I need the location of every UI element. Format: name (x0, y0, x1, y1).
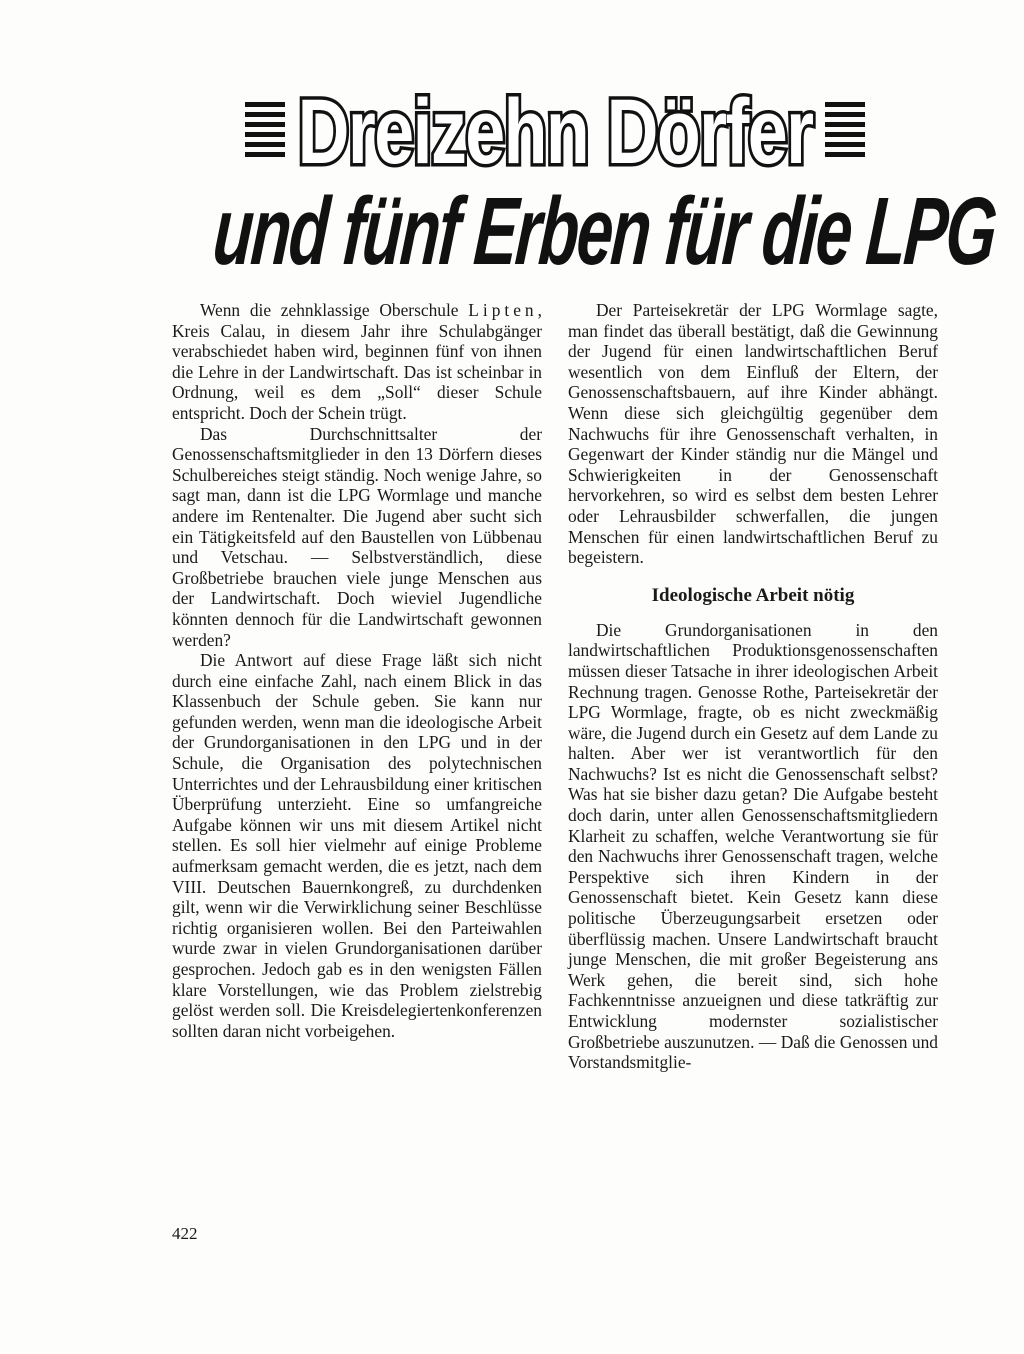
decorative-stripes-right (825, 102, 865, 162)
left-paragraph-3: Die Antwort auf diese Frage läßt sich nicht durch eine einfache Zahl, nach einem Blick in das Klassenbuch der Schule geben. Sie kann nur gefunden werden, wenn man die ideologische Arbeit der Grundorganisationen in den LPG und in der Schule, die Organisation des polytechnischen Unterrichtes und der Lehrausbildung einer kritischen Überprüfung unterzieht. Eine so umfangreiche Aufgabe können wir uns mit diesem Artikel nicht stellen. Es soll hier vielmehr auf einige Probleme aufmerksam gemacht werden, die es jetzt, nach dem VIII. Deutschen Bauernkongreß, zu durchdenken gilt, wenn wir die Verwirklichung seiner Beschlüsse richtig organisieren wollen. Bei den Parteiwahlen wurde zwar in vielen Grundorganisationen darüber gesprochen. Jedoch gab es in den wenigsten Fällen klare Vorstellungen, wie das Problem zielstrebig gelöst werden soll. Die Kreisdelegiertenkonferenzen sollten daran nicht vorbeigehen. (172, 650, 542, 1041)
left-column (172, 300, 542, 1041)
headline-subtitle: und fünf Erben für die LPG (209, 178, 999, 285)
headline-title: Dreizehn Dörfer (297, 81, 813, 183)
place-name-lipten: Lipten (468, 300, 538, 320)
right-column (568, 300, 938, 1073)
article-headline (170, 81, 999, 285)
page-number: 422 (172, 1224, 198, 1243)
right-paragraph-2: Die Grundorganisationen in den landwirtschaftlichen Produktionsgenossenschaften müssen dieser Tatsache in ihrer ideologischen Arbeit Rechnung tragen. Genosse Rothe, Parteisekretär der LPG Wormlage, fragte, ob es nicht zweckmäßig wäre, die Jugend durch ein Gesetz auf dem Lande zu halten. Aber wer ist verantwortlich für den Nachwuchs? Ist es nicht die Genossenschaft selbst? Was hat sie bisher dazu getan? Die Aufgabe besteht doch darin, unter allen Genossenschaftsmitgliedern Klarheit zu schaffen, welche Verantwortung sie für den Nachwuchs ihrer Genossenschaft tragen, welche Perspektive sich ihren Kindern in der Genossenschaft bietet. Kein Gesetz kann diese politische Überzeugungsarbeit ersetzen oder überflüssig machen. Unsere Landwirtschaft braucht junge Menschen, die mit großer Begeisterung ans Werk gehen, die bereit sind, sich hohe Fachkenntnisse anzueignen und diese tatkräftig zur Entwicklung modernster sozialistischer Großbetriebe auszunutzen. — Daß die Genossen und Vorstandsmitglie- (568, 619, 938, 1073)
decorative-stripes-left (245, 102, 285, 162)
left-paragraph-2: Das Durchschnittsalter der Genossenschaftsmitglieder in den 13 Dörfern dieses Schulbereiches steigt ständig. Noch wenige Jahre, so sagt man, dann ist die LPG Wormlage und manche andere im Rentenalter. Die Jugend aber sucht sich ein Tätigkeitsfeld auf den Baustellen von Lübbenau und Vetschau. — Selbstverständlich, diese Großbetriebe brauchen viele junge Menschen aus der Landwirtschaft. Doch wieviel Jugendliche könnten dennoch für die Landwirtschaft gewonnen werden? (172, 423, 542, 650)
section-subheading: Ideologische Arbeit nötig (651, 584, 855, 606)
headline-line-1 (170, 82, 940, 182)
headline-line-2 (170, 178, 999, 285)
left-paragraph-1-start: Wenn die zehnklassige Oberschule (200, 300, 459, 320)
left-paragraph-1-rest: , Kreis Calau, in diesem Jahr ihre Schulabgänger verabschiedet haben wird, beginnen fünf von ihnen die Lehre in der Landwirtschaft. Das ist scheinbar in Ordnung, weil es dem „Soll“ dieser Schule entspricht. Doch der Schein trügt. (172, 300, 542, 423)
right-paragraph-1: Der Parteisekretär der LPG Wormlage sagte, man findet das überall bestätigt, daß die Gewinnung der Jugend für einen landwirtschaftlichen Beruf wesentlich von dem Einfluß der Eltern, der Genossenschaftsbauern, auf ihre Kinder abhängt. Wenn diese sich gleichgültig gegenüber dem Nachwuchs für ihre Genossenschaft verhalten, in Gegenwart der Kinder ständig nur die Mängel und Schwierigkeiten in der Genossenschaft hervorkehren, so wird es selbst dem besten Lehrer oder Lehrausbilder schwerfallen, die jungen Menschen für einen landwirtschaftlichen Beruf zu begeistern. (568, 300, 938, 568)
left-paragraph-1 (172, 300, 542, 424)
